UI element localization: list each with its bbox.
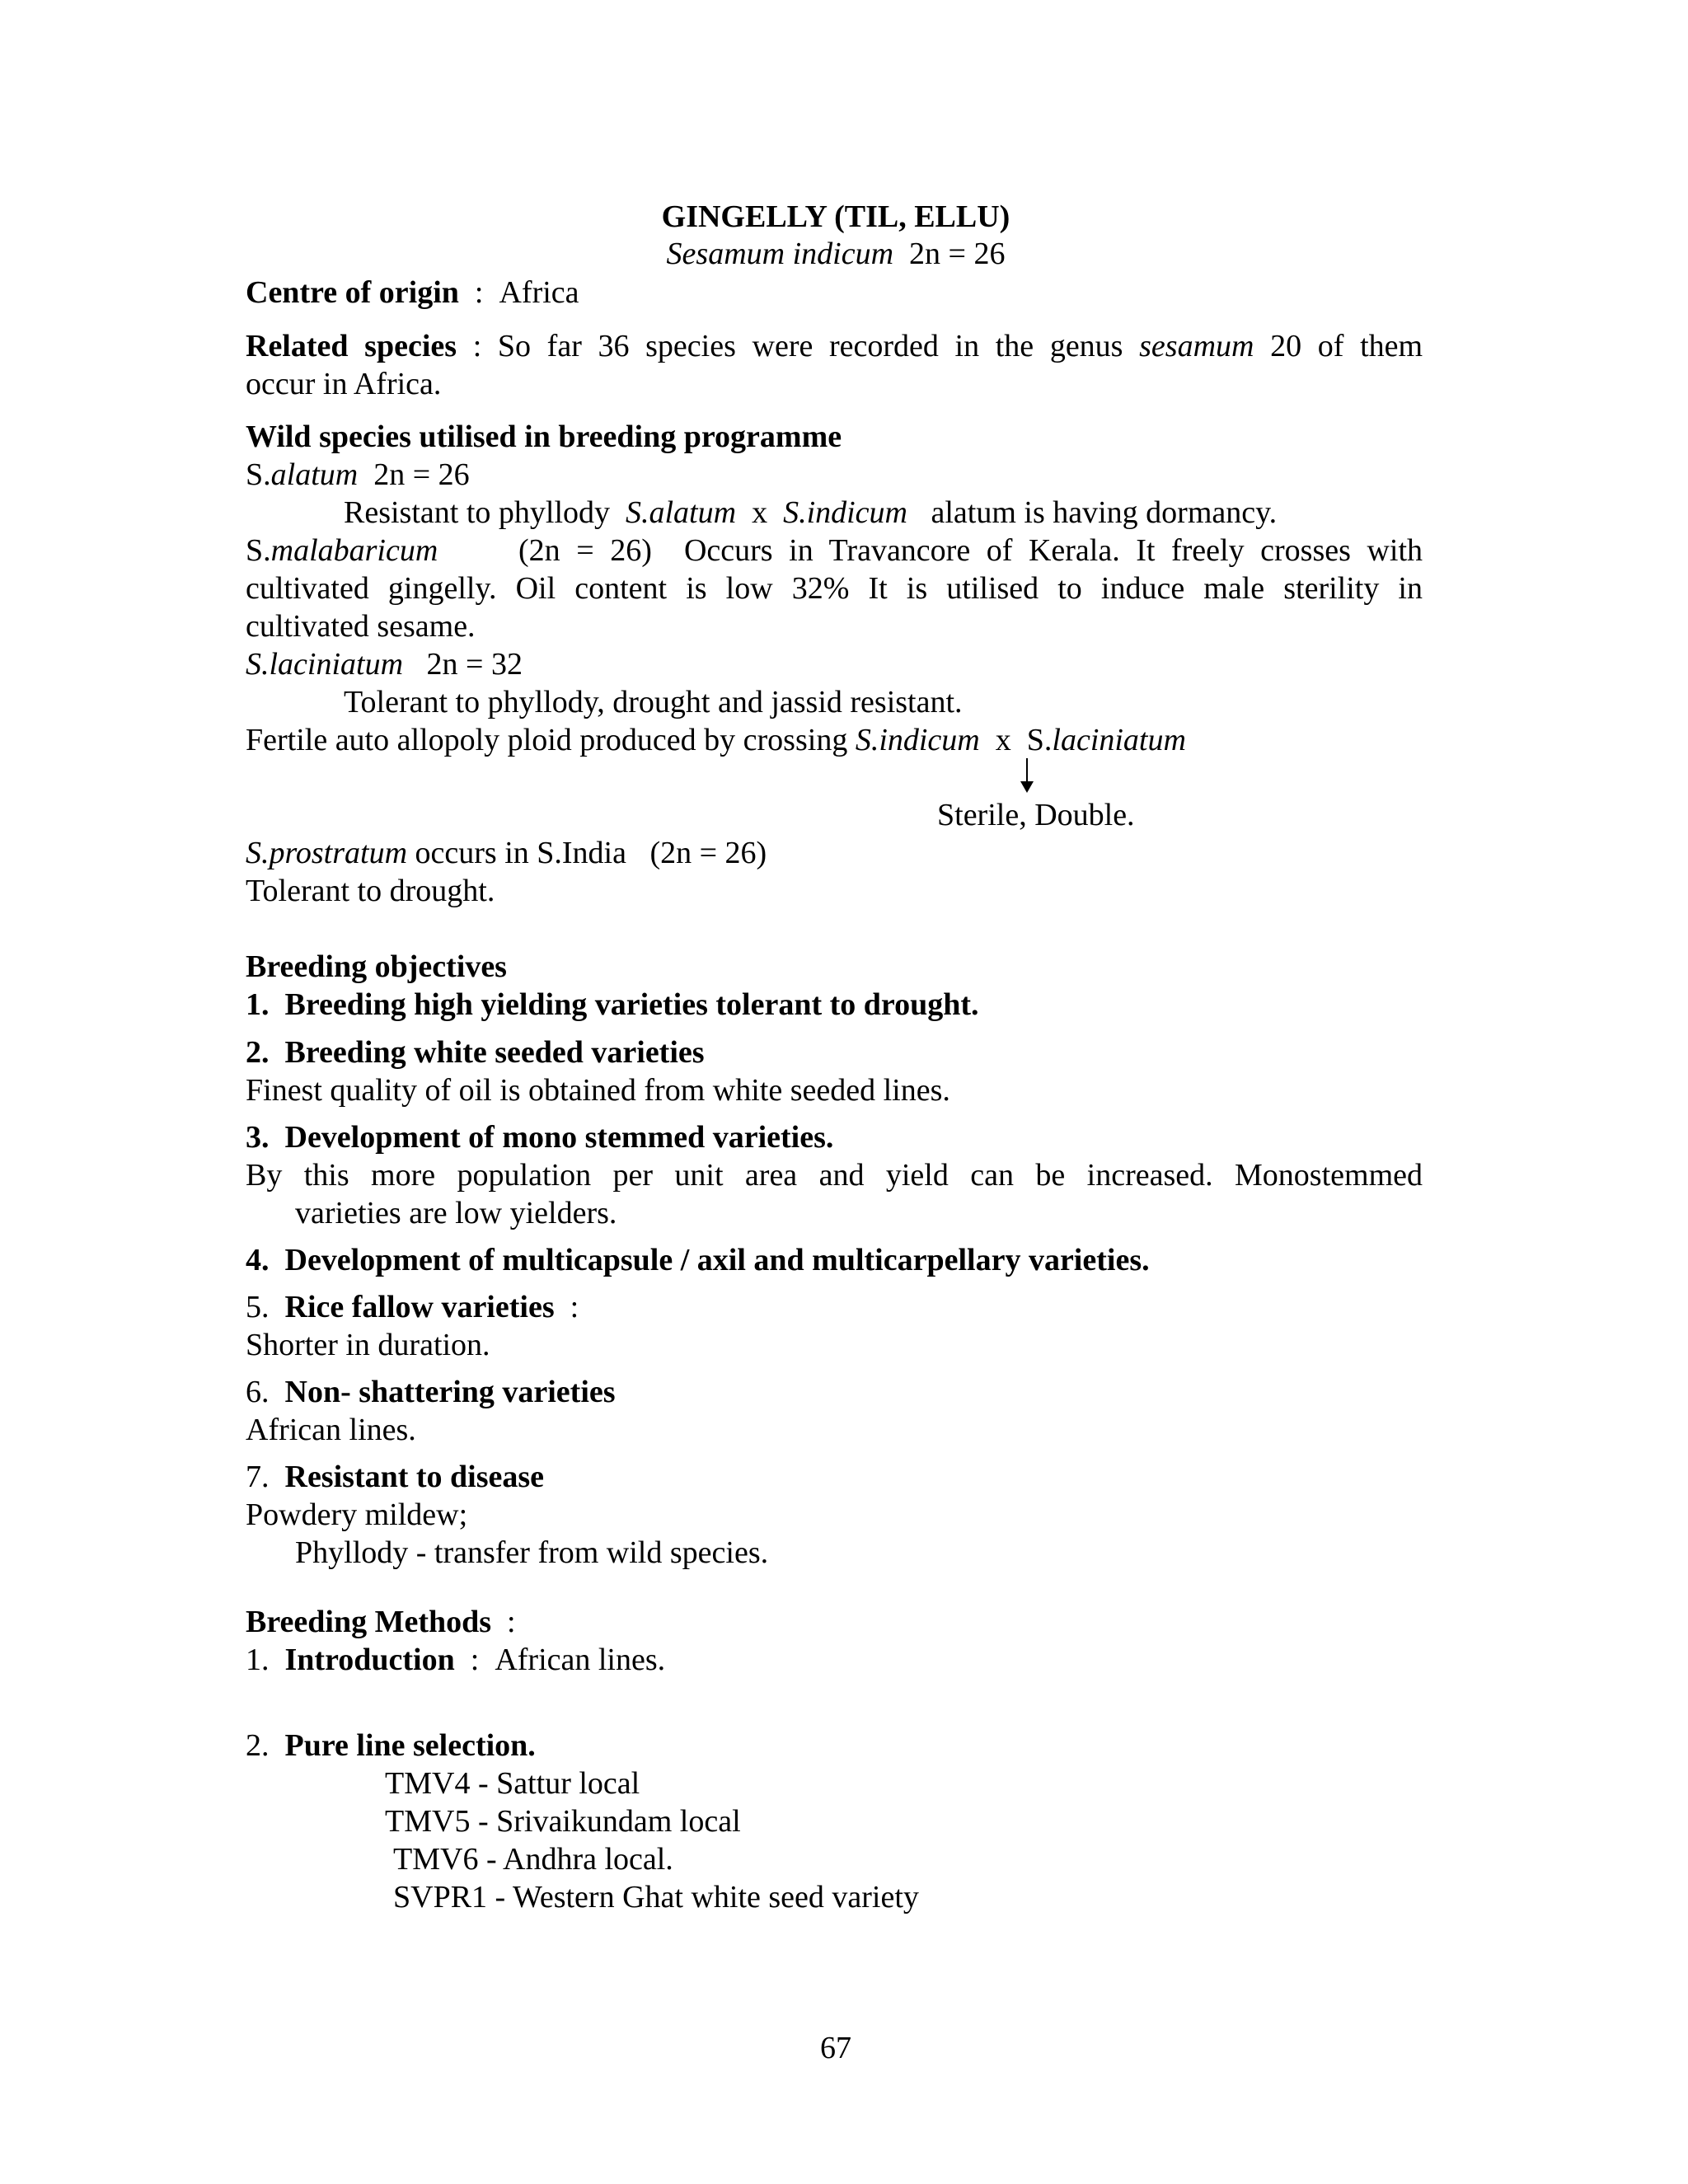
variety-item: TMV5 - Srivaikundam local	[385, 1804, 741, 1839]
malabaricum-name: malabaricum	[270, 533, 438, 568]
methods-heading-line	[246, 1603, 516, 1641]
laciniatum-chrom: 2n = 32	[426, 647, 523, 682]
page-title: GINGELLY (TIL, ELLU)	[661, 199, 1010, 234]
method-2-num: 2.	[246, 1728, 270, 1763]
related-text-a: So far 36 species were recorded in the genus	[497, 329, 1123, 363]
laciniatum-line	[246, 645, 523, 683]
alatum-chrom: 2n = 26	[373, 457, 470, 492]
objective-1-text: Breeding high yielding varieties tolerant to drought.	[284, 987, 979, 1022]
methods-heading: Breeding Methods	[246, 1605, 492, 1639]
objective-7-text: Resistant to disease	[284, 1460, 545, 1494]
fertile-laciniatum-prefix: S.	[1026, 723, 1053, 757]
objective-4	[246, 1241, 1150, 1279]
fertile-line	[246, 721, 1186, 759]
origin-value: Africa	[499, 275, 579, 310]
objectives-heading: Breeding objectives	[246, 949, 507, 984]
objective-4-text: Development of multicapsule / axil and multicarpellary varieties.	[284, 1243, 1150, 1277]
objective-6-text: Non- shattering varieties	[284, 1375, 616, 1409]
method-2	[246, 1727, 536, 1765]
related-label: Related species	[246, 329, 457, 363]
sterile-double: Sterile, Double.	[937, 798, 1135, 832]
related-line-2: occur in Africa.	[246, 367, 442, 401]
wild-species-heading: Wild species utilised in breeding programme	[246, 419, 842, 454]
objective-5-num: 5.	[246, 1290, 270, 1324]
method-1-label: Introduction	[284, 1643, 455, 1677]
related-genus: sesamum	[1139, 329, 1254, 363]
origin-line	[246, 274, 579, 312]
objective-5	[246, 1288, 579, 1326]
fertile-text: Fertile auto allopoly ploid produced by crossing	[246, 723, 848, 757]
objective-3-num: 3.	[246, 1120, 270, 1155]
malabaricum-line-1	[246, 532, 1423, 569]
objective-7-note-1: Powdery mildew;	[246, 1497, 468, 1532]
method-1	[246, 1641, 665, 1679]
objective-4-num: 4.	[246, 1243, 270, 1277]
objective-5-note: Shorter in duration.	[246, 1328, 490, 1362]
objective-1-num: 1.	[246, 987, 270, 1022]
objective-3	[246, 1118, 833, 1156]
subtitle	[0, 235, 1672, 273]
malabaricum-prefix: S.	[246, 533, 271, 568]
malabaricum-line-3: cultivated sesame.	[246, 609, 476, 644]
objective-2-note: Finest quality of oil is obtained from white seeded lines.	[246, 1073, 950, 1108]
alatum-note-x: x	[752, 495, 768, 530]
related-line-1	[246, 327, 1423, 365]
alatum-note	[344, 494, 1277, 532]
objective-2	[246, 1033, 705, 1071]
fertile-x: x	[995, 723, 1011, 757]
objective-3-text: Development of mono stemmed varieties.	[284, 1120, 834, 1155]
objective-6-num: 6.	[246, 1375, 270, 1409]
method-2-label: Pure line selection.	[284, 1728, 536, 1763]
alatum-note-d: alatum is having dormancy.	[931, 495, 1278, 530]
objective-7	[246, 1458, 544, 1496]
objective-2-num: 2.	[246, 1035, 270, 1070]
alatum-prefix: S.	[246, 457, 271, 492]
fertile-indicum: S.indicum	[855, 723, 980, 757]
objective-1	[246, 986, 979, 1024]
objective-5-colon: :	[570, 1290, 579, 1324]
objective-7-num: 7.	[246, 1460, 270, 1494]
variety-item: SVPR1 - Western Ghat white seed variety	[393, 1880, 919, 1915]
variety-item: TMV6 - Andhra local.	[393, 1842, 673, 1877]
alatum-note-c: S.indicum	[783, 495, 907, 530]
laciniatum-note: Tolerant to phyllody, drought and jassid resistant.	[344, 685, 963, 719]
method-1-num: 1.	[246, 1643, 270, 1677]
origin-colon: :	[474, 275, 484, 310]
malabaricum-line-2: cultivated gingelly. Oil content is low 32% It is utilised to induce male sterility in	[246, 571, 1423, 606]
prostratum-chrom: (2n = 26)	[649, 836, 767, 870]
prostratum-name: S.prostratum	[246, 836, 408, 870]
laciniatum-name: S.laciniatum	[246, 647, 404, 682]
related-colon: :	[472, 329, 482, 363]
variety-item: TMV4 - Sattur local	[385, 1766, 640, 1801]
alatum-note-a: Resistant to phyllody	[344, 495, 610, 530]
down-arrow-icon	[1020, 781, 1034, 793]
prostratum-text: occurs in S.India	[415, 836, 626, 870]
alatum-line	[246, 456, 470, 494]
related-text-b: 20 of them	[1270, 329, 1423, 363]
alatum-note-b: S.alatum	[626, 495, 737, 530]
methods-colon: :	[507, 1605, 516, 1639]
fertile-laciniatum-name: laciniatum	[1052, 723, 1186, 757]
prostratum-line	[246, 834, 767, 872]
objective-6	[246, 1373, 616, 1411]
scientific-name: Sesamum indicum	[666, 237, 894, 271]
objective-2-text: Breeding white seeded varieties	[284, 1035, 705, 1070]
malabaricum-text: Occurs in Travancore of Kerala. It freely crosses with	[683, 533, 1423, 568]
objective-6-note: African lines.	[246, 1413, 416, 1447]
objective-7-note-2: Phyllody - transfer from wild species.	[295, 1535, 769, 1570]
cross-arrow-shaft	[1026, 758, 1028, 783]
page-number: 67	[820, 2031, 851, 2065]
objective-3-note-2: varieties are low yielders.	[295, 1196, 617, 1230]
objective-3-note-1: By this more population per unit area and yield can be increased. Monostemmed	[246, 1158, 1423, 1193]
objective-5-text: Rice fallow varieties	[284, 1290, 555, 1324]
origin-label: Centre of origin	[246, 275, 459, 310]
malabaricum-chrom: (2n = 26)	[518, 533, 652, 568]
method-1-colon: :	[470, 1643, 480, 1677]
chromosome-number: 2n = 26	[909, 237, 1006, 271]
method-1-value: African lines.	[495, 1643, 666, 1677]
alatum-name: alatum	[270, 457, 359, 492]
prostratum-note: Tolerant to drought.	[246, 874, 495, 908]
